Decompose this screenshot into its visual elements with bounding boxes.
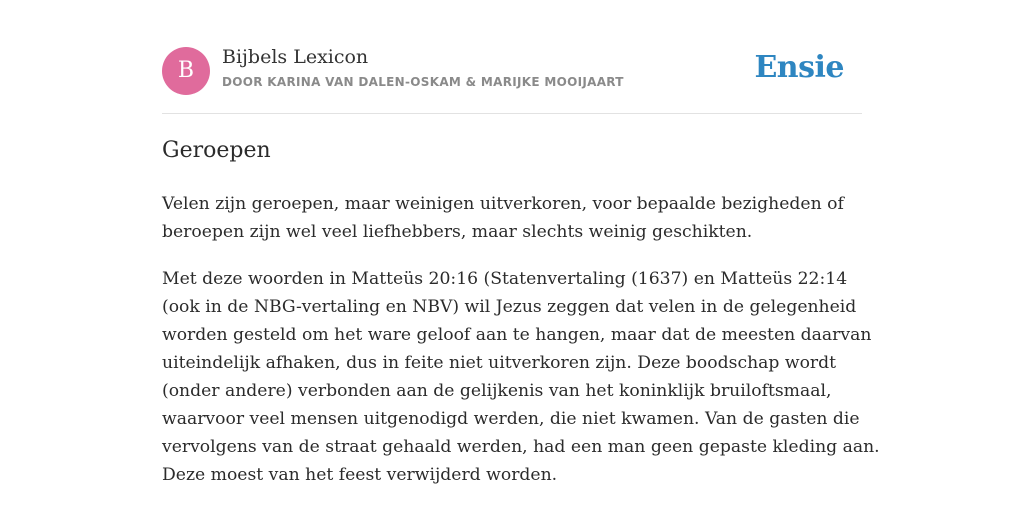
entry-content — [162, 190, 880, 508]
ensie-logo[interactable]: Ensie — [754, 50, 844, 85]
text-line: Velen zijn geroepen, maar weinigen uitverkoren, voor bepaalde bezigheden of — [162, 194, 844, 214]
text-line: vervolgens van de straat gehaald werden, had een man geen gepaste kleding aan. — [162, 437, 880, 457]
book-avatar[interactable]: B — [162, 47, 210, 95]
book-title-link[interactable]: Bijbels Lexicon — [222, 46, 369, 68]
text-line: (ook in de NBG-vertaling en NBV) wil Jezus zeggen dat velen in de gelegenheid — [162, 297, 857, 317]
paragraph-1 — [162, 190, 862, 246]
text-line: Deze moest van het feest verwijderd worden. — [162, 465, 558, 485]
text-line: waarvoor veel mensen uitgenodigd werden, die niet kwamen. Van de gasten die — [162, 409, 860, 429]
text-line: (onder andere) verbonden aan de gelijkenis van het koninklijk bruiloftsmaal, — [162, 381, 832, 401]
book-header — [162, 46, 862, 96]
text-line: worden gesteld om het ware geloof aan te hangen, maar dat de meesten daarvan — [162, 325, 872, 345]
book-authors: DOOR KARINA VAN DALEN-OSKAM & MARIJKE MOOIJAART — [222, 75, 624, 89]
entry-title: Geroepen — [162, 138, 271, 163]
text-line: beroepen zijn wel veel liefhebbers, maar slechts weinig geschikten. — [162, 222, 753, 242]
text-line: uiteindelijk afhaken, dus in feite niet uitverkoren zijn. Deze boodschap wordt — [162, 353, 837, 373]
paragraph-2 — [162, 265, 880, 489]
text-line: Met deze woorden in Matteüs 20:16 (Statenvertaling (1637) en Matteüs 22:14 — [162, 269, 848, 289]
header-divider — [162, 113, 862, 114]
